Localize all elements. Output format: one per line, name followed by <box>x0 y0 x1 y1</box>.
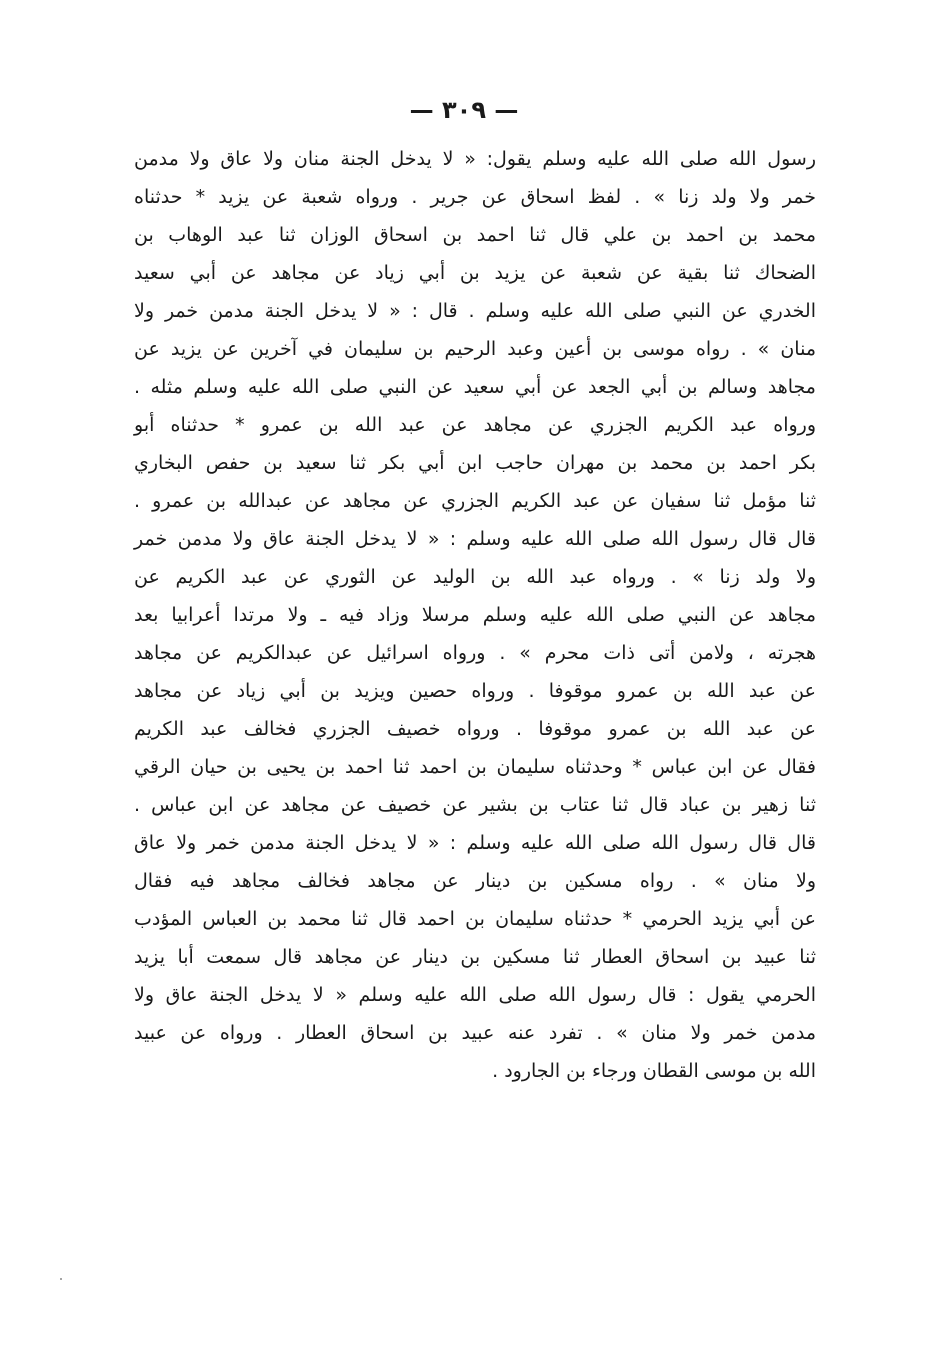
text-line: ولا منان » . رواه مسكين بن دينار عن مجاهد فخالف مجاهد فيه فقال <box>134 870 816 892</box>
text-line: ورواه عبد الكريم الجزري عن مجاهد عن عبد الله بن عمرو * حدثناه أبو <box>134 414 816 436</box>
text-line: بكر احمد بن محمد بن مهران حاجب ابن أبي بكر ثنا سعيد بن حفص البخاري <box>134 452 816 474</box>
text-line: قال قال رسول الله صلى الله عليه وسلم : « لا يدخل الجنة مدمن خمر ولا عاق <box>134 832 816 854</box>
text-line: فقال عن ابن عباس * وحدثناه سليمان بن احمد ثنا احمد بن يحيى بن حيان الرقي <box>134 756 816 778</box>
text-line: محمد بن احمد بن علي قال ثنا احمد بن اسحاق الوزان ثنا عبد الوهاب بن <box>134 224 816 246</box>
text-line: عن عبد الله بن عمرو موقوفا . ورواه خصيف الجزري فخالف عبد الكريم <box>134 718 816 740</box>
text-line: قال قال رسول الله صلى الله عليه وسلم : « لا يدخل الجنة عاق ولا مدمن خمر <box>134 528 816 550</box>
text-line: عن عبد الله بن عمرو موقوفا . ورواه حصين ويزيد بن أبي زياد عن مجاهد <box>134 680 816 702</box>
text-line: ثنا مؤمل ثنا سفيان عن عبد الكريم الجزري عن مجاهد عن عبدالله بن عمرو . <box>134 490 816 512</box>
page-number: — ٣٠٩ — <box>409 96 519 124</box>
text-line: منان » . رواه موسى بن أعين وعبد الرحيم بن سليمان في آخرين عن يزيد عن <box>134 338 816 360</box>
text-line: ولا ولد زنا » . ورواه عبد الله بن الوليد عن الثوري عن عبد الكريم عن <box>134 566 816 588</box>
scan-speck <box>60 1278 62 1280</box>
text-line: عن أبي يزيد الحرمي * حدثناه سليمان بن احمد قال ثنا محمد بن العباس المؤدب <box>134 908 816 930</box>
body-text <box>134 140 816 1090</box>
text-line: خمر ولا ولد زنا » . لفظ اسحاق عن جرير . ورواه شعبة عن يزيد * حدثناه <box>134 186 816 208</box>
text-line: ثنا زهير بن عباد قال ثنا عتاب بن بشير عن خصيف عن مجاهد عن ابن عباس . <box>134 794 816 816</box>
text-line: الحرمي يقول : قال رسول الله صلى الله عليه وسلم « لا يدخل الجنة عاق ولا <box>134 984 816 1006</box>
text-line: رسول الله صلى الله عليه وسلم يقول: « لا يدخل الجنة منان ولا عاق ولا مدمن <box>134 148 816 170</box>
text-line: ثنا عبيد بن اسحاق العطار ثنا مسكين بن دينار عن مجاهد قال سمعت أبا يزيد <box>134 946 816 968</box>
text-line: مجاهد عن النبي صلى الله عليه وسلم مرسلا وزاد فيه ـ ولا مرتدا أعرابيا بعد <box>134 604 816 626</box>
text-line: الضحاك ثنا بقية عن شعبة عن يزيد بن أبي زياد عن مجاهد عن أبي سعيد <box>134 262 816 284</box>
text-line: مدمن خمر ولا منان » . تفرد عنه عبيد بن اسحاق العطار . ورواه عن عبيد <box>134 1022 816 1044</box>
text-line-last: الله بن موسى القطان ورجاء بن الجارود . <box>492 1060 816 1082</box>
text-line: مجاهد وسالم بن أبي الجعد عن أبي سعيد عن النبي صلى الله عليه وسلم مثله . <box>134 376 816 398</box>
text-line: الخدري عن النبي صلى الله عليه وسلم . قال : « لا يدخل الجنة مدمن خمر ولا <box>134 300 816 322</box>
text-line: هجرته ، ولامن أتى ذات محرم » . ورواه اسرائيل عن عبدالكريم عن مجاهد <box>134 642 816 664</box>
